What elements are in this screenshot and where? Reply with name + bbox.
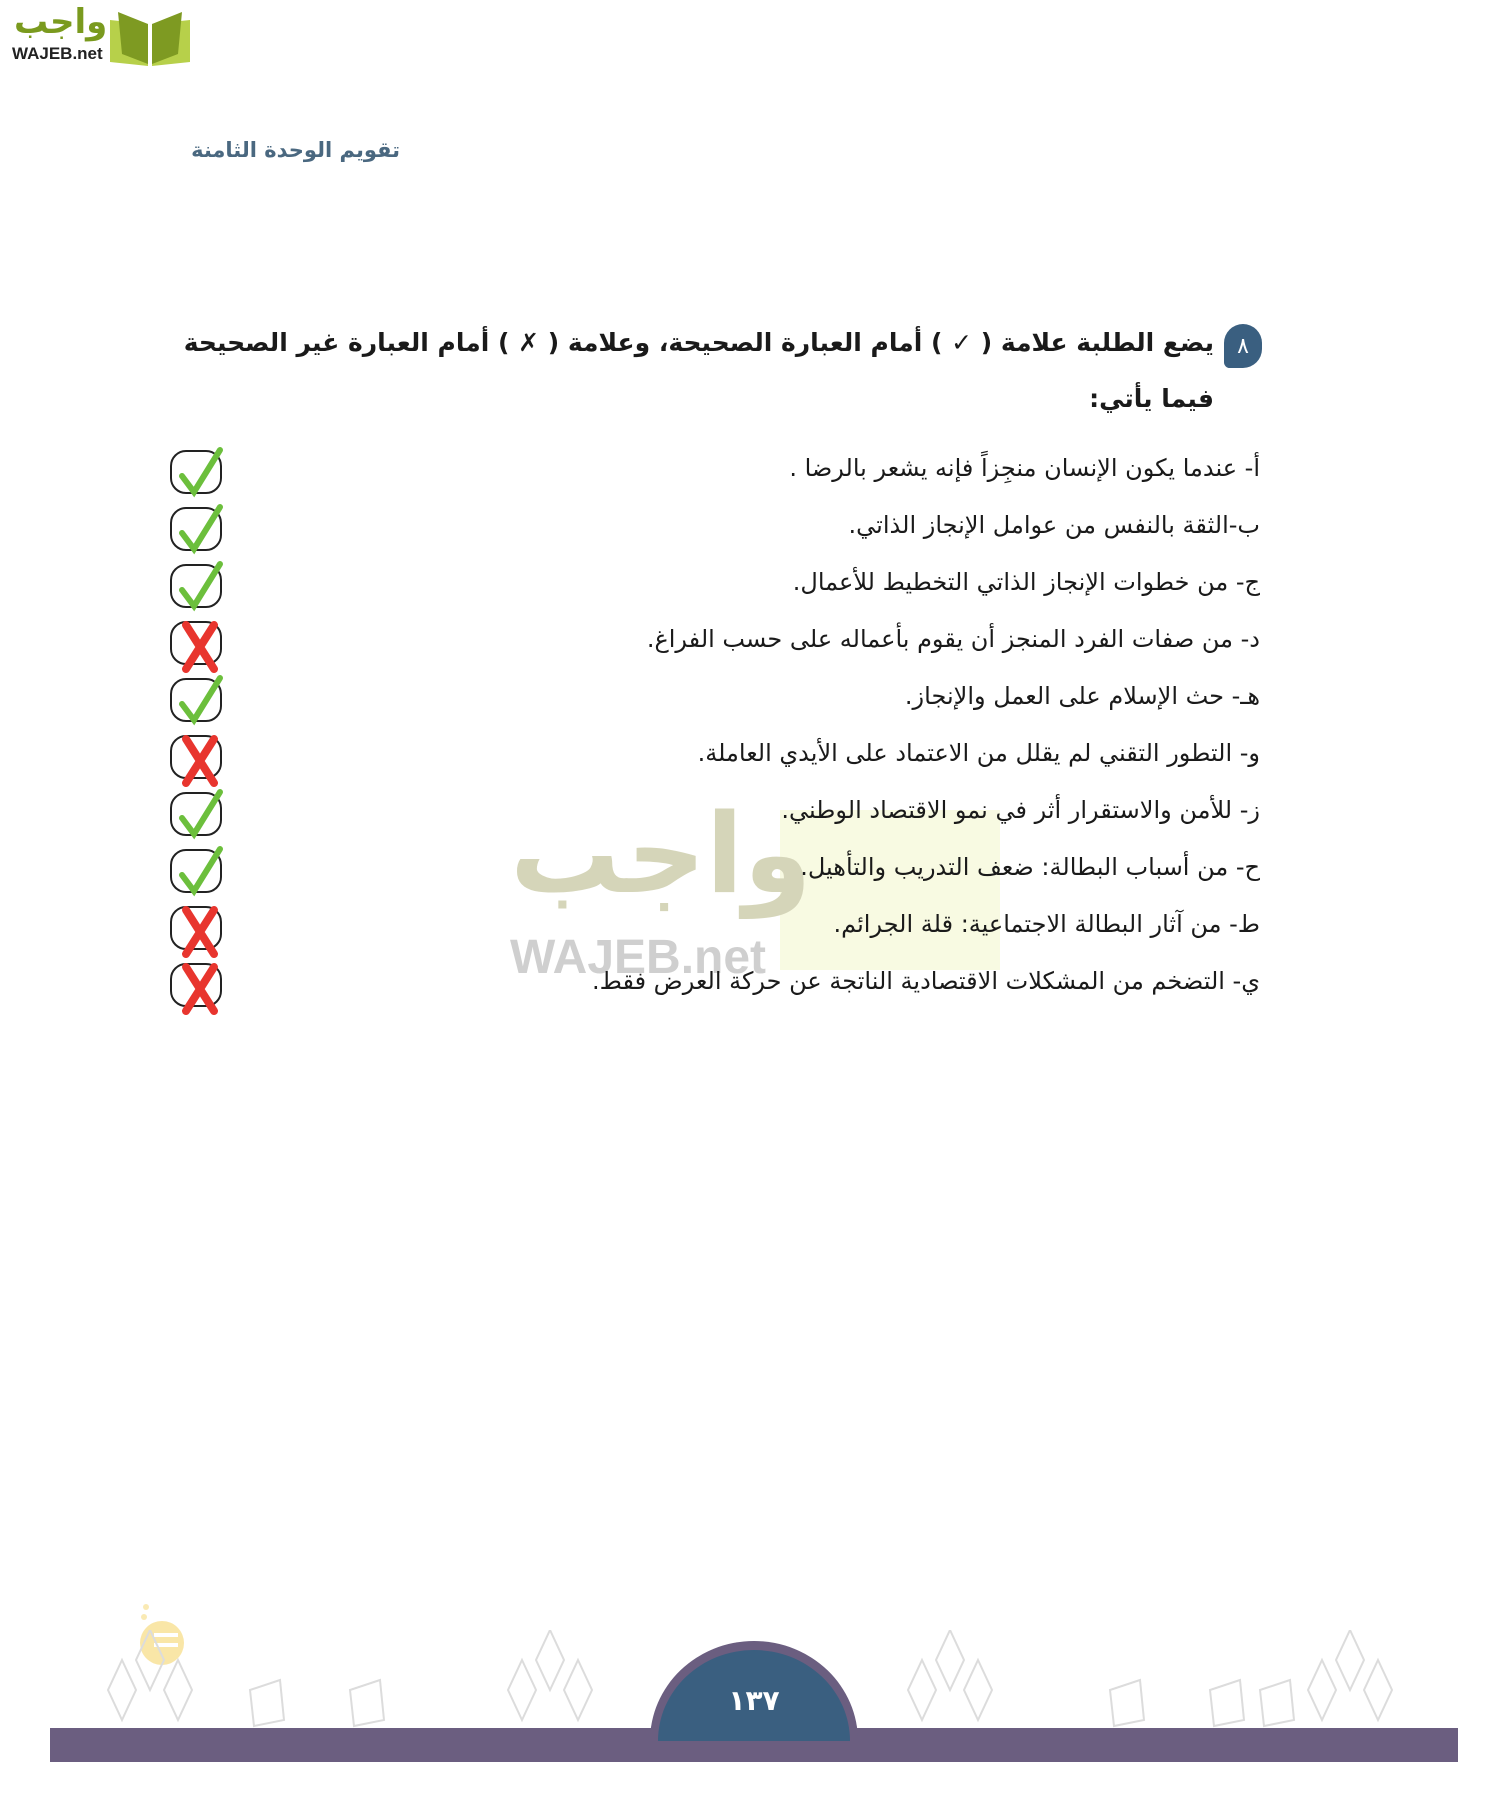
- check-icon: [176, 786, 226, 842]
- statement-text: ط- من آثار البطالة الاجتماعية: قلة الجرائم.: [833, 910, 1260, 938]
- statement-item: [160, 959, 1260, 1016]
- statement-text: ي- التضخم من المشكلات الاقتصادية الناتجة عن حركة العرض فقط.: [592, 967, 1260, 995]
- answer-box[interactable]: [170, 564, 222, 608]
- question-number-badge: ٨: [1224, 324, 1262, 368]
- cross-icon: [176, 729, 226, 789]
- statement-item: [160, 446, 1260, 503]
- statement-text: ب-الثقة بالنفس من عوامل الإنجاز الذاتي.: [848, 511, 1260, 539]
- answer-box[interactable]: [170, 963, 222, 1007]
- statement-item: [160, 731, 1260, 788]
- question-instruction-cont: فيما يأتي:: [1089, 384, 1214, 413]
- cross-icon: [176, 900, 226, 960]
- statement-item: [160, 560, 1260, 617]
- cross-icon: [176, 615, 226, 675]
- answer-box[interactable]: [170, 507, 222, 551]
- answer-box[interactable]: [170, 621, 222, 665]
- cross-icon: [176, 957, 226, 1017]
- logo-english: WAJEB.net: [12, 44, 103, 63]
- statement-text: ز- للأمن والاستقرار أثر في نمو الاقتصاد الوطني.: [781, 796, 1260, 824]
- statement-item: [160, 902, 1260, 959]
- statement-item: [160, 788, 1260, 845]
- statement-item: [160, 503, 1260, 560]
- statement-text: د- من صفات الفرد المنجز أن يقوم بأعماله على حسب الفراغ.: [646, 625, 1260, 653]
- page-number: ١٣٧: [728, 1684, 780, 1717]
- check-icon: [176, 558, 226, 614]
- statement-list: [160, 446, 1260, 1016]
- answer-box[interactable]: [170, 678, 222, 722]
- statement-item: [160, 617, 1260, 674]
- statement-text: ج- من خطوات الإنجاز الذاتي التخطيط للأعمال.: [792, 568, 1260, 596]
- answer-box[interactable]: [170, 450, 222, 494]
- statement-text: و- التطور التقني لم يقلل من الاعتماد على الأيدي العاملة.: [697, 739, 1260, 767]
- question-instruction: يضع الطلبة علامة ( ✓ ) أمام العبارة الصحيحة، وعلامة ( ✗ ) أمام العبارة غير الصحيحة: [183, 328, 1214, 357]
- answer-box[interactable]: [170, 849, 222, 893]
- check-icon: [176, 843, 226, 899]
- check-icon: [176, 444, 226, 500]
- watermark-arabic: واجب: [510, 790, 812, 918]
- section-title: تقويم الوحدة الثامنة: [191, 138, 400, 162]
- check-icon: [176, 501, 226, 557]
- watermark-english: WAJEB.net: [510, 931, 767, 984]
- answer-box[interactable]: [170, 792, 222, 836]
- book-icon: [108, 6, 192, 68]
- statement-text: هـ- حث الإسلام على العمل والإنجاز.: [904, 682, 1260, 710]
- statement-text: أ- عندما يكون الإنسان منجِزاً فإنه يشعر بالرضا .: [789, 454, 1260, 482]
- wajeb-logo: [12, 2, 192, 68]
- statement-item: [160, 674, 1260, 731]
- statement-item: [160, 845, 1260, 902]
- answer-box[interactable]: [170, 735, 222, 779]
- answer-box[interactable]: [170, 906, 222, 950]
- logo-arabic: واجب: [14, 2, 108, 42]
- statement-text: ح- من أسباب البطالة: ضعف التدريب والتأهيل.: [800, 853, 1260, 881]
- check-icon: [176, 672, 226, 728]
